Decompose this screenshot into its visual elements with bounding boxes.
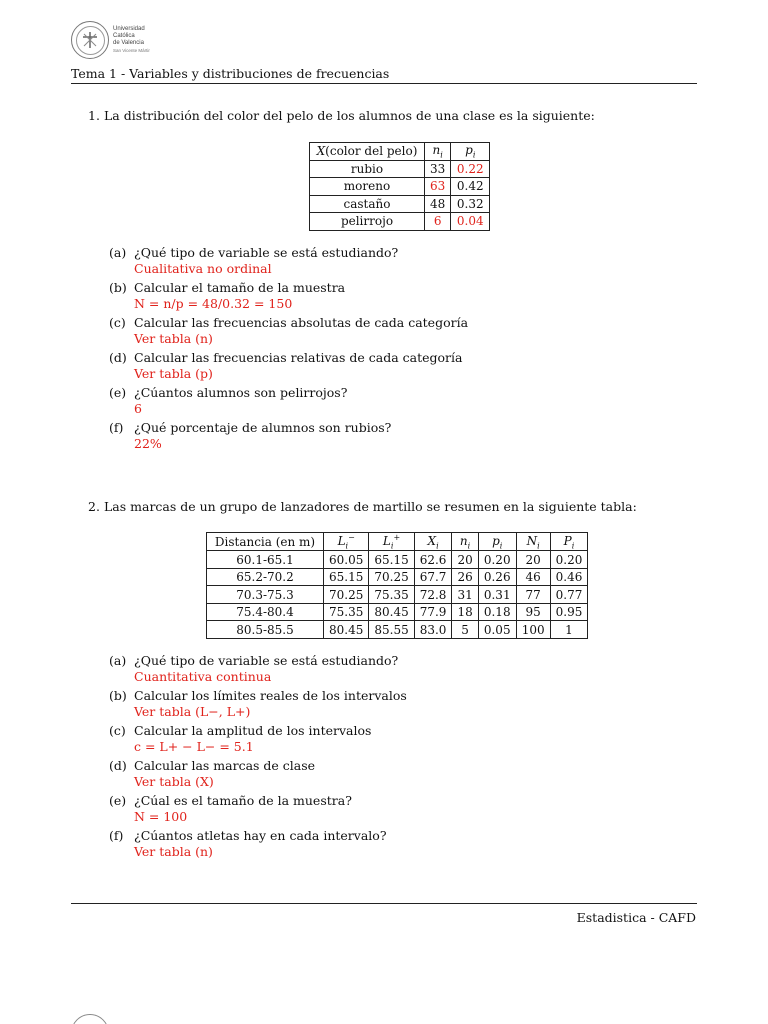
- table-cell: 62.6: [414, 551, 452, 569]
- table-cell: 5: [452, 621, 478, 639]
- table-cell: 95: [516, 603, 550, 621]
- item-question: Calcular los límites reales de los intervalos: [134, 688, 407, 703]
- list-item: [109, 758, 407, 789]
- header-rule: [71, 83, 697, 84]
- table-cell: 65.2-70.2: [207, 568, 324, 586]
- item-label: (d): [109, 758, 127, 773]
- item-answer: N = 100: [134, 809, 188, 824]
- table-cell: 0.18: [478, 603, 516, 621]
- table-cell: 0.20: [478, 551, 516, 569]
- table-header: $p_i$: [478, 533, 516, 551]
- table-cell: 31: [452, 586, 478, 604]
- item-question: Calcular la amplitud de los intervalos: [134, 723, 372, 738]
- table-header: $L_i^+$: [369, 533, 414, 551]
- table-row: [310, 160, 490, 178]
- item-answer: Ver tabla (n): [134, 331, 213, 346]
- table-row: [207, 586, 588, 604]
- item-question: ¿Qué tipo de variable se está estudiando?: [134, 653, 399, 668]
- table-cell: 75.35: [369, 586, 414, 604]
- table-header: $N_i$: [516, 533, 550, 551]
- question-2: 2. Las marcas de un grupo de lanzadores de martillo se resumen en la siguiente tabla:: [88, 499, 637, 514]
- item-question: ¿Cúantos alumnos son pelirrojos?: [134, 385, 348, 400]
- table-cell: 77.9: [414, 603, 452, 621]
- item-label: (b): [109, 280, 127, 295]
- table-cell: 18: [452, 603, 478, 621]
- item-question: ¿Qué tipo de variable se está estudiando?: [134, 245, 399, 260]
- item-label: (a): [109, 653, 127, 668]
- footer-rule: [71, 903, 697, 904]
- hair-color-table: [309, 142, 490, 231]
- table-cell: castaño: [310, 195, 425, 213]
- table-cell: 0.32: [451, 195, 490, 213]
- item-label: (c): [109, 315, 126, 330]
- list-item: [109, 688, 407, 719]
- university-name: Universidad Católica de Valencia San Vicente Mártir: [113, 26, 150, 53]
- table-cell: 0.22: [451, 160, 490, 178]
- page-header-title: Tema 1 - Variables y distribuciones de frecuencias: [71, 66, 390, 81]
- table-cell: 72.8: [414, 586, 452, 604]
- table-cell: pelirrojo: [310, 213, 425, 231]
- item-label: (f): [109, 828, 124, 843]
- table-cell: rubio: [310, 160, 425, 178]
- item-question: ¿Cúal es el tamaño de la muestra?: [134, 793, 352, 808]
- university-seal-icon: [71, 1014, 109, 1024]
- table-cell: 80.45: [369, 603, 414, 621]
- table-header: Distancia (en m): [207, 533, 324, 551]
- item-label: (e): [109, 385, 127, 400]
- table-cell: 70.3-75.3: [207, 586, 324, 604]
- table-cell: moreno: [310, 178, 425, 196]
- item-question: ¿Cúantos atletas hay en cada intervalo?: [134, 828, 387, 843]
- table-cell: 75.4-80.4: [207, 603, 324, 621]
- item-answer: Cualitativa no ordinal: [134, 261, 272, 276]
- item-label: (d): [109, 350, 127, 365]
- item-answer: Ver tabla (L−, L+): [134, 704, 251, 719]
- question-2-items: [109, 653, 407, 863]
- table-header: $n_i$: [452, 533, 478, 551]
- table-cell: 70.25: [369, 568, 414, 586]
- table-cell: 80.5-85.5: [207, 621, 324, 639]
- item-answer: Ver tabla (X): [134, 774, 214, 789]
- list-item: [109, 653, 407, 684]
- table-cell: 83.0: [414, 621, 452, 639]
- table-cell: 100: [516, 621, 550, 639]
- table-cell: 63: [425, 178, 451, 196]
- table-cell: 0.42: [451, 178, 490, 196]
- list-item: [109, 385, 468, 416]
- university-seal-icon: [71, 21, 109, 59]
- table-header: X(color del pelo): [310, 143, 425, 161]
- item-label: (b): [109, 688, 127, 703]
- table-header: $p_i$: [451, 143, 490, 161]
- table-cell: 1: [550, 621, 588, 639]
- table-header: $n_i$: [425, 143, 451, 161]
- table-cell: 20: [452, 551, 478, 569]
- list-item: [109, 280, 468, 311]
- table-cell: 65.15: [324, 568, 369, 586]
- table-cell: 60.05: [324, 551, 369, 569]
- table-cell: 0.05: [478, 621, 516, 639]
- table-cell: 20: [516, 551, 550, 569]
- table-row: [207, 568, 588, 586]
- table-cell: 6: [425, 213, 451, 231]
- table-cell: 0.46: [550, 568, 588, 586]
- table-row: [207, 603, 588, 621]
- table-row: [310, 195, 490, 213]
- item-label: (c): [109, 723, 126, 738]
- table-cell: 85.55: [369, 621, 414, 639]
- table-cell: 0.31: [478, 586, 516, 604]
- item-question: Calcular las marcas de clase: [134, 758, 316, 773]
- university-logo: [71, 20, 161, 60]
- table-cell: 0.04: [451, 213, 490, 231]
- list-item: [109, 793, 407, 824]
- table-header: $P_i$: [550, 533, 588, 551]
- item-question: Calcular el tamaño de la muestra: [134, 280, 346, 295]
- table-cell: 46: [516, 568, 550, 586]
- table-cell: 75.35: [324, 603, 369, 621]
- table-cell: 77: [516, 586, 550, 604]
- item-question: Calcular las frecuencias relativas de cada categoría: [134, 350, 463, 365]
- list-item: [109, 350, 468, 381]
- table-row: [310, 213, 490, 231]
- item-answer: 6: [134, 401, 142, 416]
- table-cell: 70.25: [324, 586, 369, 604]
- table-cell: 0.77: [550, 586, 588, 604]
- table-cell: 0.95: [550, 603, 588, 621]
- item-answer: Ver tabla (n): [134, 844, 213, 859]
- list-item: [109, 723, 407, 754]
- item-question: Calcular las frecuencias absolutas de cada categoría: [134, 315, 469, 330]
- item-question: ¿Qué porcentaje de alumnos son rubios?: [134, 420, 392, 435]
- table-cell: 65.15: [369, 551, 414, 569]
- question-1: 1. La distribución del color del pelo de los alumnos de una clase es la siguiente:: [88, 108, 595, 123]
- table-cell: 33: [425, 160, 451, 178]
- item-label: (e): [109, 793, 127, 808]
- item-answer: Ver tabla (p): [134, 366, 213, 381]
- list-item: [109, 315, 468, 346]
- table-cell: 60.1-65.1: [207, 551, 324, 569]
- list-item: [109, 245, 468, 276]
- question-1-items: [109, 245, 468, 455]
- list-item: [109, 420, 468, 451]
- table-header: $L_i^-$: [324, 533, 369, 551]
- table-cell: 67.7: [414, 568, 452, 586]
- table-row: [310, 178, 490, 196]
- item-answer: 22%: [134, 436, 162, 451]
- table-cell: 0.20: [550, 551, 588, 569]
- hammer-throw-table: [206, 532, 588, 639]
- table-cell: 0.26: [478, 568, 516, 586]
- item-label: (a): [109, 245, 127, 260]
- page-footer: Estadistica - CAFD: [576, 910, 696, 925]
- table-row: [207, 621, 588, 639]
- item-answer: N = n/p = 48/0.32 = 150: [134, 296, 293, 311]
- item-answer: c = L+ − L− = 5.1: [134, 739, 254, 754]
- table-header: $X_i$: [414, 533, 452, 551]
- table-cell: 26: [452, 568, 478, 586]
- table-cell: 48: [425, 195, 451, 213]
- table-cell: 80.45: [324, 621, 369, 639]
- item-answer: Cuantitativa continua: [134, 669, 272, 684]
- list-item: [109, 828, 407, 859]
- table-row: [207, 551, 588, 569]
- item-label: (f): [109, 420, 124, 435]
